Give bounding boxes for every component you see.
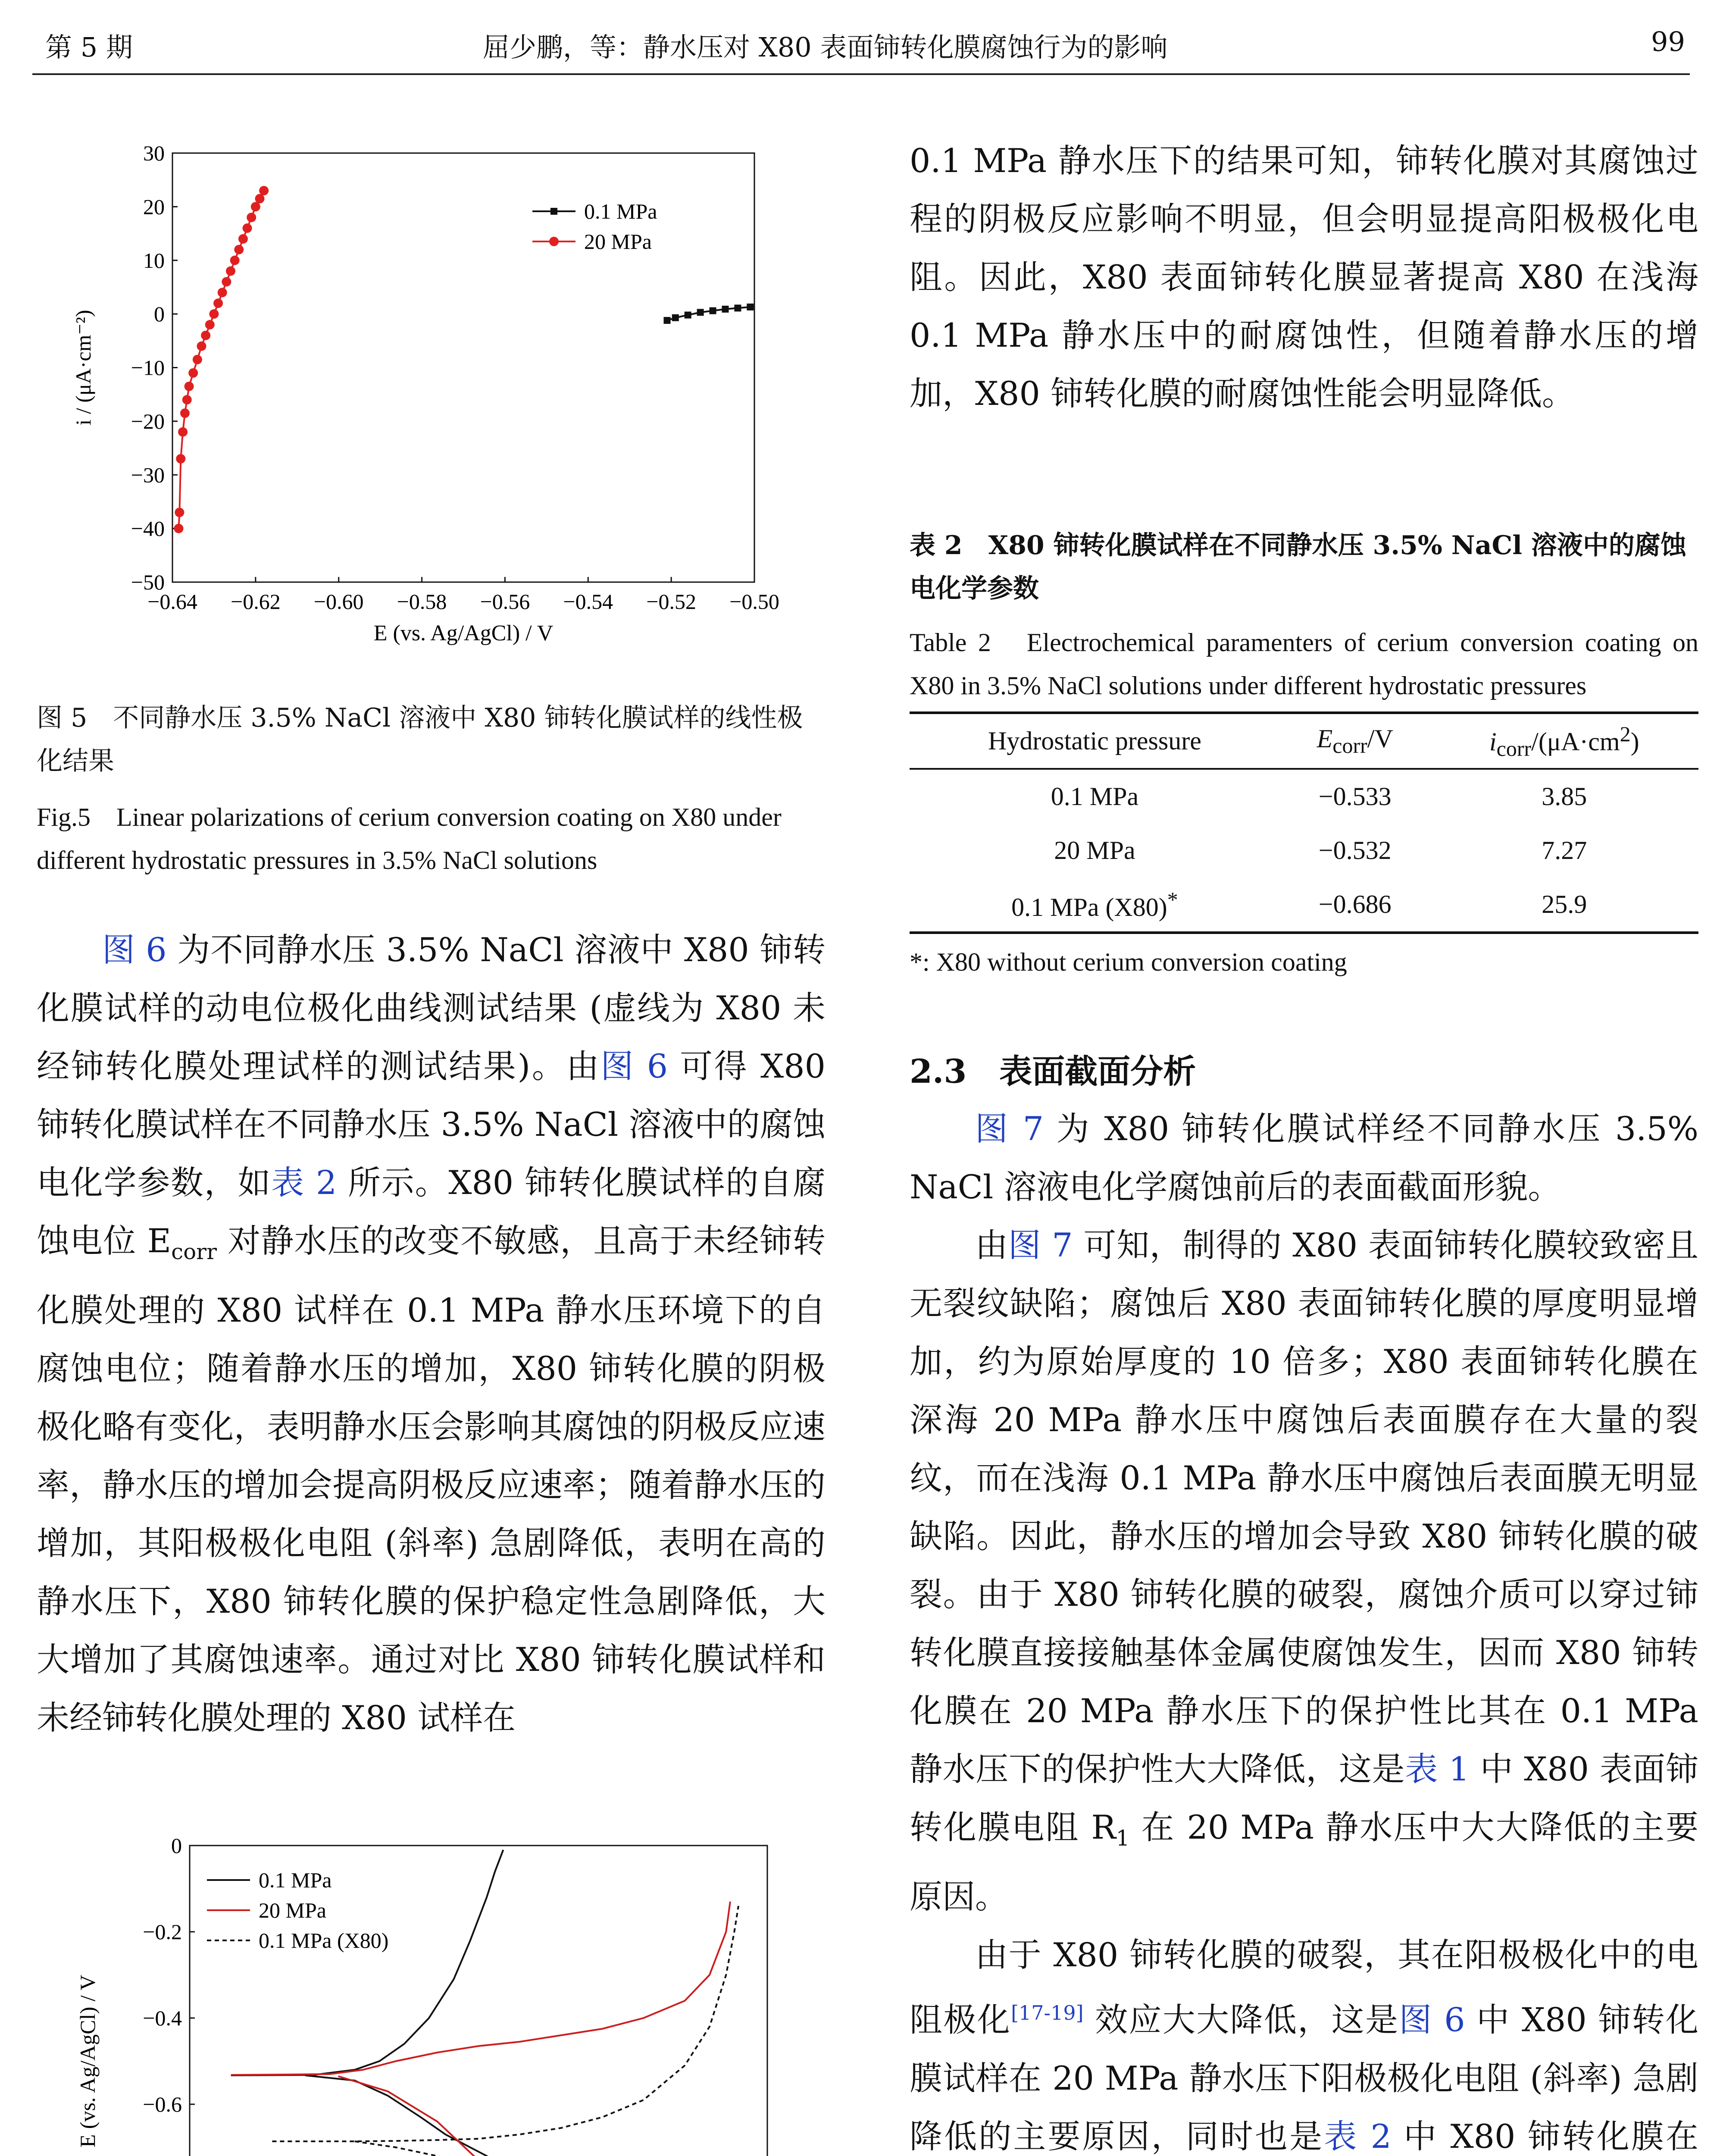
data-point [176, 454, 185, 464]
y-tick-label: 0 [154, 302, 165, 326]
plot-frame [172, 153, 754, 582]
section-heading-2-3: 2.3 表面截面分析 [910, 1052, 1196, 1091]
table-cell: 3.85 [1542, 782, 1587, 811]
text-run: 可知，制得的 X80 表面铈转化膜较致密且无裂纹缺陷；腐蚀后 X80 表面铈转化膜的厚度明显增加，约为原始厚度的 10 倍多；X80 表面铈转化膜在深海 20 MPa 静水压中腐蚀后表面膜存在大量的裂纹，而在浅海 0.1 MPa 静水压中腐蚀后表面膜无明显缺陷。因此，静水压的增加会导致 X80 铈转化膜的破裂。由于 X80 铈转化膜的破裂，腐蚀介质可以穿过铈转化膜直接接触基体金属使腐蚀发生，因而 X80 铈转化膜在 20 MPa 静水压下的保护性比其在 0.1 MPa 静水压下的保护性大大降低，这是 [910, 1226, 1699, 1788]
table-cell: 0.1 MPa [1051, 782, 1139, 811]
legend-marker [550, 208, 557, 215]
legend-label: 20 MPa [584, 229, 652, 254]
y-tick-label: 0 [171, 1833, 182, 1858]
text-run: 可得 X80 铈转化膜试样在不同静水压 3.5% NaCl 溶液中的腐蚀电化学参数，如 [37, 1047, 826, 1202]
y-axis-label: i / (μA·cm⁻²) [71, 310, 95, 426]
cross-ref-link[interactable]: 表 2 [1324, 2117, 1392, 2156]
body-paragraph-right-4 [910, 1926, 1698, 2156]
text-run: 为 X80 铈转化膜试样经不同静水压 3.5% NaCl 溶液电化学腐蚀前后的表面截面形貌。 [910, 1109, 1698, 1206]
cross-ref-link[interactable]: 图 7 [1008, 1226, 1073, 1264]
y-tick-label: −0.6 [143, 2092, 182, 2116]
data-point [182, 395, 192, 404]
table-2-header-row [910, 713, 1698, 769]
table-2-title-cn: 表 2 X80 铈转化膜试样在不同静水压 3.5% NaCl 溶液中的腐蚀电化学参数 [910, 530, 1686, 604]
table-cell: 7.27 [1542, 836, 1587, 865]
data-point [664, 317, 671, 324]
legend-label: 20 MPa [259, 1898, 326, 1922]
legend-label: 0.1 MPa (X80) [259, 1928, 389, 1952]
data-point [238, 234, 248, 244]
table-cell: −0.532 [1318, 836, 1392, 865]
series-line [355, 2141, 528, 2156]
y-tick-label: 20 [143, 194, 165, 219]
series-line [231, 1902, 730, 2075]
text-run: 中 X80 表面铈转化膜电阻 R [910, 1750, 1699, 1846]
body-paragraph-right-2 [910, 1100, 1698, 1216]
cross-ref-link[interactable]: 图 6 [600, 1047, 668, 1085]
cross-ref-link[interactable]: 图 7 [975, 1109, 1044, 1148]
y-tick-label: −0.2 [143, 1920, 182, 1944]
data-point [175, 508, 184, 517]
data-point [197, 342, 206, 351]
text-run: 为不同静水压 3.5% NaCl 溶液中 X80 铈转化膜试样的动电位极化曲线测试结果 (虚线为 X80 未经铈转化膜处理试样的测试结果)。由 [37, 931, 826, 1085]
running-title: 屈少鹏，等：静水压对 X80 表面铈转化膜腐蚀行为的影响 [483, 31, 1168, 63]
y-tick-label: −40 [131, 516, 165, 541]
left-column [37, 921, 826, 1747]
table-2-block [910, 524, 1698, 984]
data-point [193, 355, 202, 364]
data-point [213, 298, 223, 308]
y-tick-label: 30 [143, 141, 165, 165]
data-point [251, 202, 260, 211]
series-line [179, 191, 264, 529]
x-tick-label: −0.64 [147, 589, 197, 614]
x-tick-label: −0.56 [480, 589, 530, 614]
y-tick-label: 10 [143, 248, 165, 273]
table-2-header: $i_{corr}/(\mu A\cdot cm^2)$ [1489, 721, 1639, 761]
cross-ref-link[interactable]: 表 2 [271, 1163, 337, 1202]
text-run: 由于 X80 铈转化膜的破裂，其在阳极极化中的电阻极化 [910, 1936, 1698, 2039]
data-point [230, 256, 240, 265]
table-cell: 20 MPa [1054, 836, 1135, 865]
body-paragraph-right-1: 0.1 MPa 静水压下的结果可知，铈转化膜对其腐蚀过程的阴极反应影响不明显，但会明显提高阳极极化电阻。因此，X80 表面铈转化膜显著提高 X80 在浅海 0.1 MPa 静水压中的耐腐蚀性，但随着静水压的增加，X80 铈转化膜的耐腐蚀性能会明显降低。 [910, 141, 1698, 413]
table-2-header: Hydrostatic pressure [988, 727, 1201, 755]
data-point [185, 382, 194, 391]
data-point [697, 309, 704, 316]
table-2-footnote: *: X80 without cerium conversion coating [910, 948, 1347, 976]
series-line [305, 2075, 499, 2156]
table-cell: 0.1 MPa (X80)* [1011, 887, 1178, 921]
body-paragraph-left [37, 921, 826, 1747]
y-axis-label: E (vs. Ag/AgCl) / V [75, 1974, 100, 2148]
data-point [209, 309, 219, 319]
y-tick-label: −20 [131, 409, 165, 433]
data-point [205, 320, 215, 329]
table-row [910, 769, 1698, 824]
table-2-header: $E_{corr}/V$ [1317, 724, 1393, 758]
x-tick-label: −0.58 [397, 589, 447, 614]
right-column-bottom [910, 1048, 1698, 2156]
series-line [338, 2076, 619, 2156]
cross-ref-link[interactable]: 图 6 [1399, 2000, 1465, 2039]
right-column-top [910, 132, 1698, 423]
table-2 [910, 711, 1698, 934]
table-2-title-en: Table 2 Electrochemical paramenters of cerium conversion coating on X80 in 3.5% NaCl solutions under different hydrostatic pressures [910, 628, 1698, 700]
y-tick-label: −50 [131, 570, 165, 594]
text-run: 在 20 MPa 静水压中大大降低的主要原因。 [910, 1808, 1698, 1916]
x-axis-label: E (vs. Ag/AgCl) / V [373, 621, 554, 646]
data-point [234, 245, 244, 254]
y-tick-label: −10 [131, 355, 165, 380]
data-point [247, 213, 256, 222]
table-row [910, 824, 1698, 877]
plot-frame [190, 1846, 767, 2156]
x-tick-label: −0.50 [729, 589, 779, 614]
data-point [722, 306, 729, 313]
journal-issue: 第 5 期 [45, 31, 133, 63]
y-tick-label: −0.4 [143, 2006, 182, 2030]
data-point [218, 288, 227, 297]
x-tick-label: −0.54 [563, 589, 613, 614]
figure-6-chart [26, 1811, 845, 2156]
subscript: 1 [1116, 1826, 1130, 1851]
text-run: 所示。X80 铈转化膜试样的自腐蚀电位 E [37, 1163, 826, 1260]
legend-label: 0.1 MPa [259, 1868, 332, 1892]
data-point [222, 277, 231, 287]
data-point [180, 408, 190, 418]
figure-5-chart [26, 121, 845, 681]
x-tick-label: −0.60 [313, 589, 364, 614]
data-point [672, 314, 679, 321]
text-run: 对静水压的改变不敏感，且高于未经铈转化膜处理的 X80 试样在 0.1 MPa 静水压环境下的自腐蚀电位；随着静水压的增加，X80 铈转化膜的阴极极化略有变化，表明静水压会影响其腐蚀的阴极反应速率，静水压的增加会提高阴极反应速率；随着静水压的增加，其阳极极化电阻 (斜率) 急剧降低，表明在高的静水压下，X80 铈转化膜的保护稳定性急剧降低，大大增加了其腐蚀速率。通过对比 X80 铈转化膜试样和未经铈转化膜处理的 X80 试样在 [37, 1222, 826, 1737]
data-point [226, 266, 235, 276]
table-cell: −0.533 [1318, 782, 1392, 811]
figure-5-caption-cn: 图 5 不同静水压 3.5% NaCl 溶液中 X80 铈转化膜试样的线性极化结果 [37, 703, 803, 776]
page-number: 99 [1651, 26, 1685, 57]
table-row [910, 877, 1698, 933]
data-point [685, 312, 691, 319]
legend-label: 0.1 MPa [584, 199, 657, 223]
table-cell: −0.686 [1318, 890, 1392, 918]
data-point [243, 223, 252, 233]
subscript: corr [171, 1239, 217, 1265]
x-tick-label: −0.52 [646, 589, 696, 614]
data-point [178, 427, 188, 437]
data-point [259, 186, 269, 195]
legend-marker [549, 237, 559, 246]
text-run: 中 X80 铈转化膜在 [1404, 2117, 1699, 2156]
cross-ref-link[interactable]: 表 1 [1405, 1750, 1470, 1788]
cross-ref-link[interactable]: 图 6 [102, 931, 167, 969]
text-run: 效应大大降低，这是 [1083, 2000, 1399, 2039]
text-run: 中 X80 铈转化膜试样在 20 MPa 静水压下阳极极化电阻 (斜率) 急剧降低的主要原因，同时也是 [910, 2000, 1698, 2156]
data-point [201, 331, 210, 340]
figure-5-caption [37, 696, 826, 882]
data-point [710, 307, 716, 314]
y-tick-label: −30 [131, 463, 165, 487]
table-cell: 25.9 [1542, 890, 1587, 918]
data-point [747, 304, 754, 310]
body-paragraph-right-3 [910, 1216, 1698, 1926]
text-run: 由 [975, 1226, 1008, 1264]
data-point [255, 194, 265, 204]
citation-ref[interactable]: [17-19] [1011, 2001, 1084, 2025]
header-rule [32, 73, 1690, 75]
data-point [734, 304, 741, 311]
data-point [174, 524, 183, 533]
data-point [188, 368, 198, 378]
x-tick-label: −0.62 [231, 589, 281, 614]
figure-5-caption-en: Fig.5 Linear polarizations of cerium conversion coating on X80 under different hydrostatic pressures in 3.5% NaCl solutions [37, 803, 782, 874]
